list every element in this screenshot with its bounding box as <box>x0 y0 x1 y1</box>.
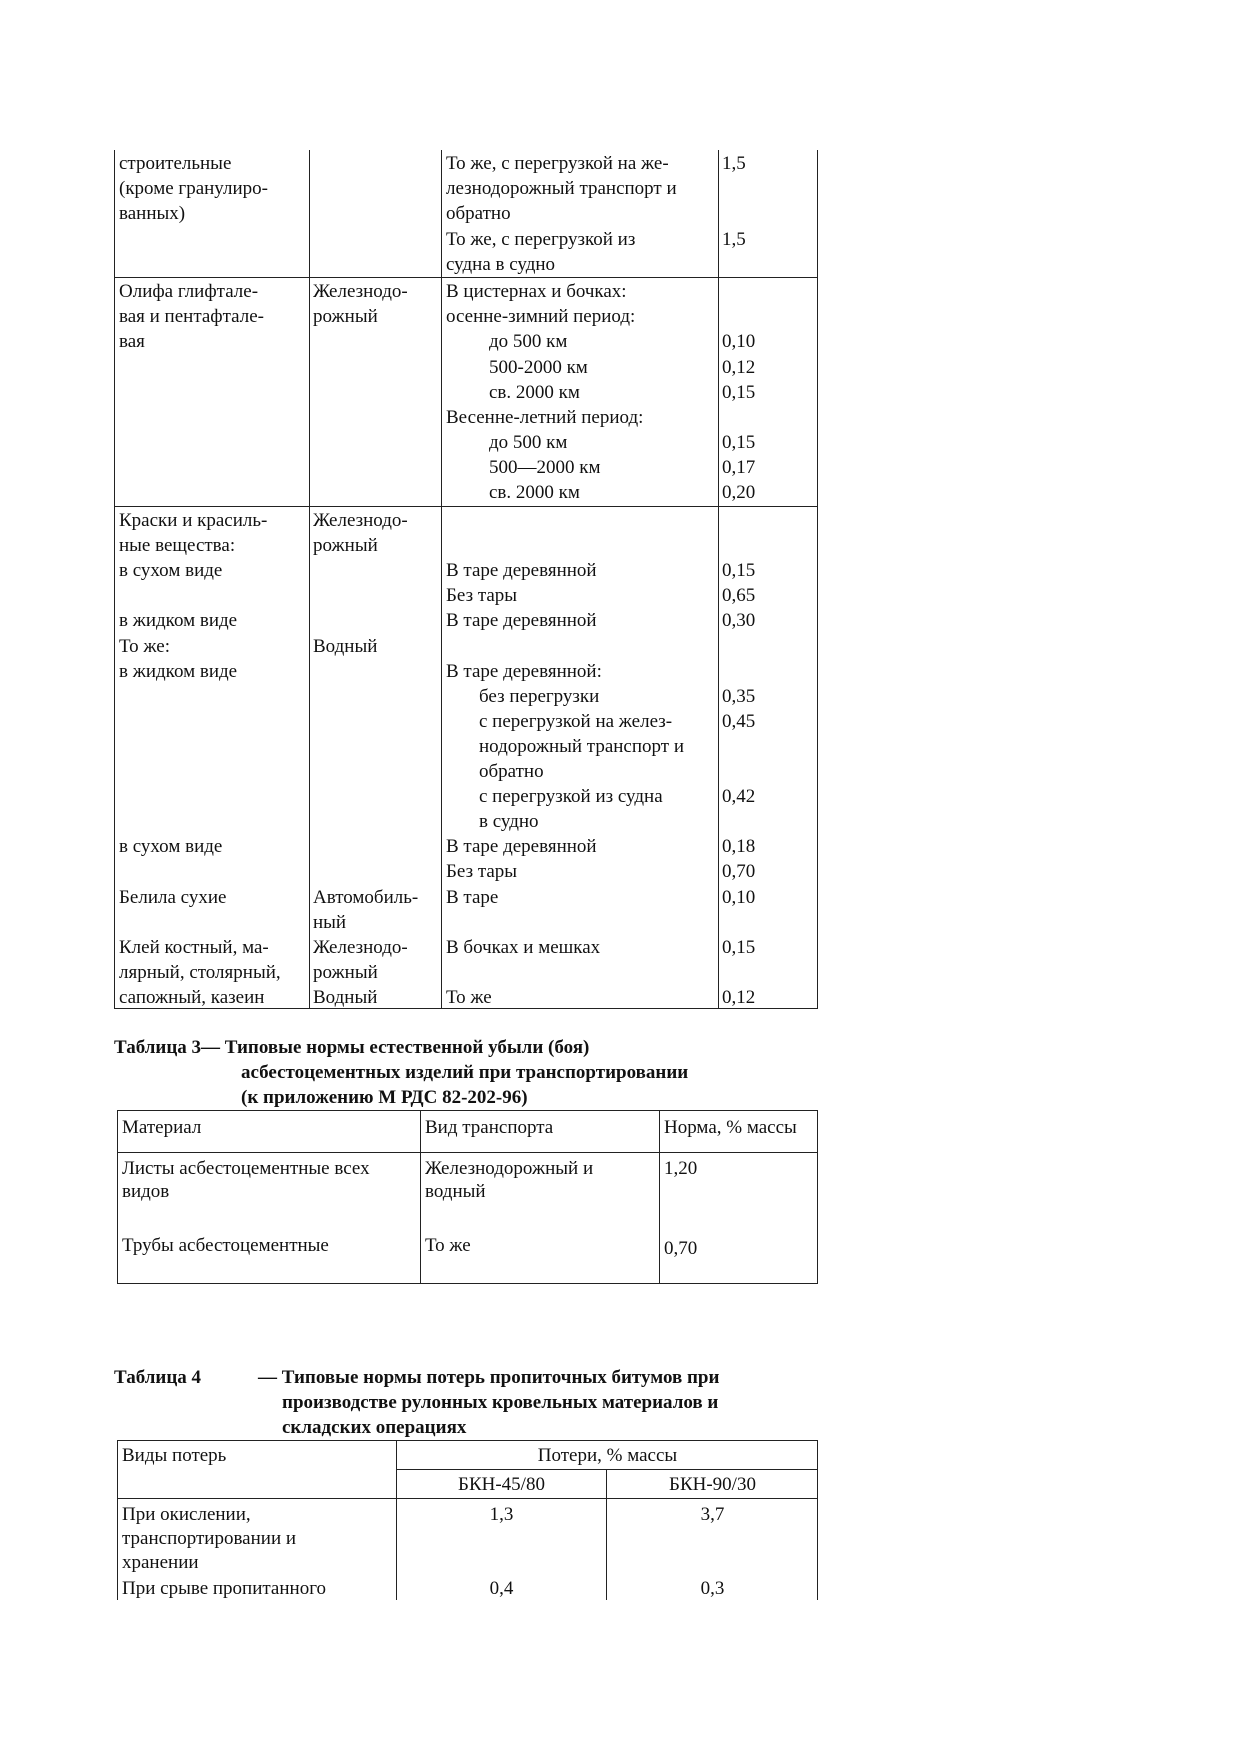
table-header-divider <box>117 1152 818 1153</box>
cell-condition: Весенне-летний период: <box>446 407 644 428</box>
cell-condition: обратно <box>446 203 511 224</box>
table-column-divider <box>309 150 310 1008</box>
cell-condition: В таре деревянной <box>446 560 597 581</box>
cell-condition: В бочках и мешках <box>446 937 601 958</box>
cell-norm: 1,5 <box>722 229 746 250</box>
cell-condition: Без тары <box>446 861 518 882</box>
cell-material: вая <box>119 331 145 352</box>
table-subheader-divider <box>396 1469 818 1470</box>
cell-norm: 0,35 <box>722 686 756 707</box>
cell-condition: В таре <box>446 887 499 908</box>
cell-material: в сухом виде <box>119 836 223 857</box>
cell-transport: Водный <box>313 987 378 1008</box>
cell-norm: 1,5 <box>722 153 746 174</box>
cell-condition: В таре деревянной <box>446 610 597 631</box>
table3-title: (к приложению М РДС 82-202-96) <box>241 1087 528 1108</box>
cell-condition: в судно <box>479 811 539 832</box>
table4-header-losses: Потери, % массы <box>537 1445 678 1466</box>
cell-condition: 500—2000 км <box>489 457 601 478</box>
cell-norm: 0,15 <box>722 432 756 453</box>
cell-transport: рожный <box>313 535 378 556</box>
cell-condition: 500-2000 км <box>489 357 588 378</box>
cell-transport: ный <box>313 912 347 933</box>
cell-material: ные вещества: <box>119 535 236 556</box>
cell-condition: То же, с перегрузкой из <box>446 229 636 250</box>
table-column-divider <box>420 1110 421 1284</box>
table-row-divider <box>114 506 818 507</box>
cell-material: в жидком виде <box>119 610 238 631</box>
cell-norm: 0,12 <box>722 987 756 1008</box>
cell-material: сапожный, казеин <box>119 987 265 1008</box>
cell-transport: Водный <box>313 636 378 657</box>
cell-condition: судна в судно <box>446 254 556 275</box>
table4-cell-value: 0,4 <box>489 1578 514 1599</box>
cell-norm: 0,10 <box>722 887 756 908</box>
table3-header-transport: Вид транспорта <box>425 1117 554 1138</box>
cell-norm: 0,42 <box>722 786 756 807</box>
cell-condition: нодорожный транспорт и <box>479 736 685 757</box>
table4-cell-loss-type: При окислении, <box>122 1504 251 1525</box>
cell-condition: с перегрузкой на желез- <box>479 711 673 732</box>
table-column-divider <box>659 1110 660 1284</box>
cell-norm: 0,65 <box>722 585 756 606</box>
table3-cell-material: Листы асбестоцементные всех <box>122 1158 370 1179</box>
cell-norm: 0,15 <box>722 937 756 958</box>
cell-transport: рожный <box>313 962 378 983</box>
cell-material: (кроме гранулиро- <box>119 178 268 199</box>
table-column-divider <box>718 150 719 1008</box>
table4-header-loss-type: Виды потерь <box>122 1445 227 1466</box>
table3-header-norm: Норма, % массы <box>664 1117 797 1138</box>
cell-condition: св. 2000 км <box>489 482 580 503</box>
cell-material: строительные <box>119 153 232 174</box>
table4-title: складских операциях <box>282 1417 467 1438</box>
table-row-divider <box>114 277 818 278</box>
table-border-bottom <box>117 1283 818 1284</box>
cell-condition: В цистернах и бочках: <box>446 281 627 302</box>
table-border-top <box>117 1440 818 1441</box>
table-column-divider <box>441 150 442 1008</box>
cell-material: в сухом виде <box>119 560 223 581</box>
table-border-right <box>817 150 818 1008</box>
cell-material: в жидком виде <box>119 661 238 682</box>
cell-norm: 0,20 <box>722 482 756 503</box>
table3-title: Таблица 3— Типовые нормы естественной убыли (боя) <box>114 1037 590 1058</box>
cell-norm: 0,15 <box>722 560 756 581</box>
cell-transport: Железнодо- <box>313 510 408 531</box>
table4-cell-value: 3,7 <box>700 1504 725 1525</box>
cell-material: лярный, столярный, <box>119 962 281 983</box>
table-header-divider <box>117 1498 818 1499</box>
cell-condition: То же <box>446 987 492 1008</box>
table4-title: — Типовые нормы потерь пропиточных битумов при <box>258 1367 720 1388</box>
cell-norm: 0,18 <box>722 836 756 857</box>
cell-transport: Железнодо- <box>313 937 408 958</box>
cell-norm: 0,17 <box>722 457 756 478</box>
table4-label: Таблица 4 <box>114 1367 202 1388</box>
cell-condition: В таре деревянной: <box>446 661 602 682</box>
cell-transport: рожный <box>313 306 378 327</box>
cell-condition: до 500 км <box>489 331 568 352</box>
cell-condition: с перегрузкой из судна <box>479 786 663 807</box>
cell-condition: лезнодорожный транспорт и <box>446 178 677 199</box>
cell-norm: 0,12 <box>722 357 756 378</box>
cell-condition: То же, с перегрузкой на же- <box>446 153 669 174</box>
table-border-left <box>114 150 115 1008</box>
cell-material: То же: <box>119 636 171 657</box>
table3-cell-material: Трубы асбестоцементные <box>122 1235 329 1256</box>
table3-cell-transport: Железнодорожный и <box>425 1158 594 1179</box>
cell-material: ванных) <box>119 203 186 224</box>
table4-cell-loss-type: хранении <box>122 1552 199 1573</box>
table-border-top <box>117 1110 818 1111</box>
cell-condition: В таре деревянной <box>446 836 597 857</box>
table4-cell-value: 1,3 <box>489 1504 514 1525</box>
table3-cell-norm: 1,20 <box>664 1158 698 1179</box>
cell-norm: 0,45 <box>722 711 756 732</box>
cell-material: Клей костный, ма- <box>119 937 269 958</box>
table3-cell-transport: То же <box>425 1235 471 1256</box>
cell-condition: обратно <box>479 761 544 782</box>
cell-condition: осенне-зимний период: <box>446 306 636 327</box>
cell-transport: Железнодо- <box>313 281 408 302</box>
table3-cell-transport: водный <box>425 1181 486 1202</box>
cell-condition: до 500 км <box>489 432 568 453</box>
cell-material: вая и пентафтале- <box>119 306 264 327</box>
table3-header-material: Материал <box>122 1117 202 1138</box>
table4-cell-loss-type: транспортировании и <box>122 1528 297 1549</box>
cell-norm: 0,30 <box>722 610 756 631</box>
table3-title: асбестоцементных изделий при транспортировании <box>241 1062 689 1083</box>
table4-subheader-bkn-45-80: БКН-45/80 <box>458 1474 545 1495</box>
table3-cell-norm: 0,70 <box>664 1238 698 1259</box>
cell-condition: Без тары <box>446 585 518 606</box>
table4-cell-value: 0,3 <box>700 1578 725 1599</box>
cell-material: Белила сухие <box>119 887 227 908</box>
table3-cell-material: видов <box>122 1181 170 1202</box>
table4-subheader-bkn-90-30: БКН-90/30 <box>669 1474 756 1495</box>
table-border-left <box>117 1440 118 1600</box>
cell-norm: 0,70 <box>722 861 756 882</box>
cell-norm: 0,15 <box>722 382 756 403</box>
cell-condition: св. 2000 км <box>489 382 580 403</box>
table4-title: производстве рулонных кровельных материалов и <box>282 1392 719 1413</box>
cell-material: Краски и красиль- <box>119 510 268 531</box>
cell-transport: Автомобиль- <box>313 887 419 908</box>
table-border-left <box>117 1110 118 1284</box>
cell-norm: 0,10 <box>722 331 756 352</box>
table4-cell-loss-type: При срыве пропитанного <box>122 1578 327 1599</box>
table-border-right <box>817 1110 818 1284</box>
cell-condition: без перегрузки <box>479 686 600 707</box>
cell-material: Олифа глифтале- <box>119 281 259 302</box>
